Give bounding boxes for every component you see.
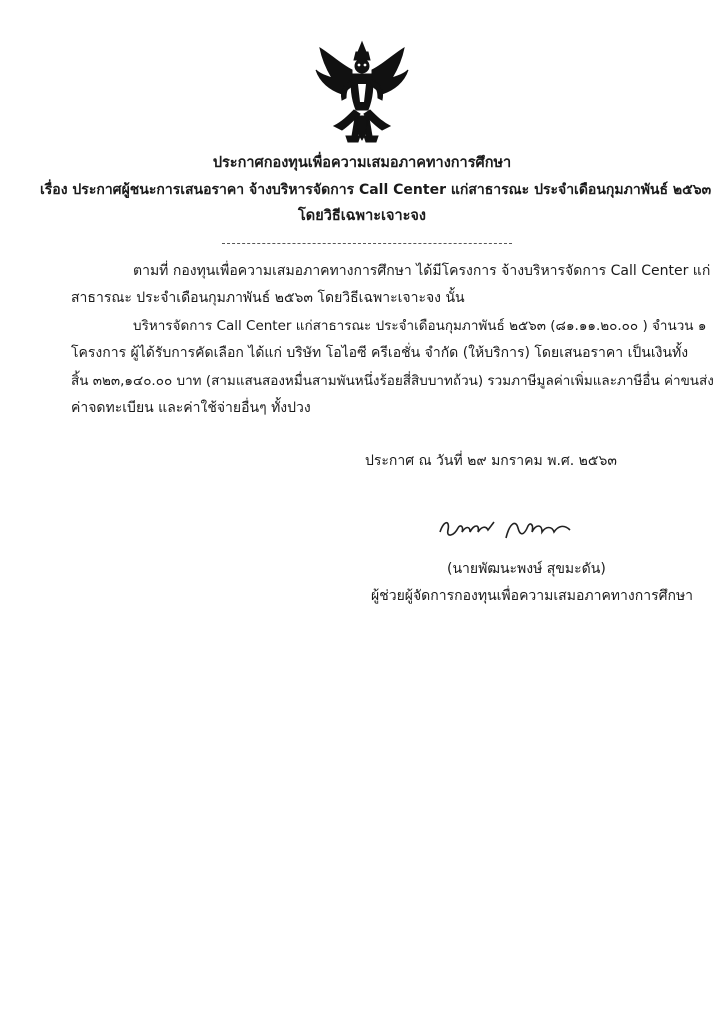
paragraph2-line3: สิ้น ๓๒๓,๑๔๐.๐๐ บาท (สามแสนสองหมื่นสามพันหนึ่งร้อยสี่สิบบาทถ้วน) รวมภาษีมูลค่าเพิ่มและภาษีอื่น ค่าขนส่ง: [71, 373, 714, 389]
announcement-date: ประกาศ ณ วันที่ ๒๙ มกราคม พ.ศ. ๒๕๖๓: [365, 453, 617, 469]
paragraph1-line1: ตามที่ กองทุนเพื่อความเสมอภาคทางการศึกษา ได้มีโครงการ จ้างบริหารจัดการ Call Center แก่: [133, 263, 711, 279]
divider-line: [222, 243, 512, 244]
paragraph2-line4: ค่าจดทะเบียน และค่าใช้จ่ายอื่นๆ ทั้งปวง: [71, 400, 311, 416]
announcement-title: ประกาศกองทุนเพื่อความเสมอภาคทางการศึกษา: [212, 155, 512, 171]
paragraph2-line1: บริหารจัดการ Call Center แก่สาธารณะ ประจำเดือนกุมภาพันธ์ ๒๕๖๓ (๘๑.๑๑.๒๐.๐๐ ) จำนวน ๑: [133, 318, 707, 334]
garuda-emblem-icon: [312, 40, 412, 144]
announcement-method: โดยวิธีเฉพาะเจาะจง: [298, 208, 426, 224]
signatory-name: (นายพัฒนะพงษ์ สุขมะดัน): [447, 561, 606, 577]
paragraph2-line2: โครงการ ผู้ได้รับการคัดเลือก ได้แก่ บริษัท โอไอซี ครีเอชั่น จำกัด (ให้บริการ) โดยเสนอราคา เป็นเงินทั้ง: [71, 345, 689, 361]
paragraph1-line2: สาธารณะ ประจำเดือนกุมภาพันธ์ ๒๕๖๓ โดยวิธีเฉพาะเจาะจง นั้น: [71, 290, 465, 306]
handwritten-signature: [436, 512, 596, 546]
signatory-position: ผู้ช่วยผู้จัดการกองทุนเพื่อความเสมอภาคทางการศึกษา: [371, 588, 694, 604]
announcement-subject: เรื่อง ประกาศผู้ชนะการเสนอราคา จ้างบริหารจัดการ Call Center แก่สาธารณะ ประจำเดือนกุมภาพันธ์ ๒๕๖๓: [40, 182, 712, 198]
